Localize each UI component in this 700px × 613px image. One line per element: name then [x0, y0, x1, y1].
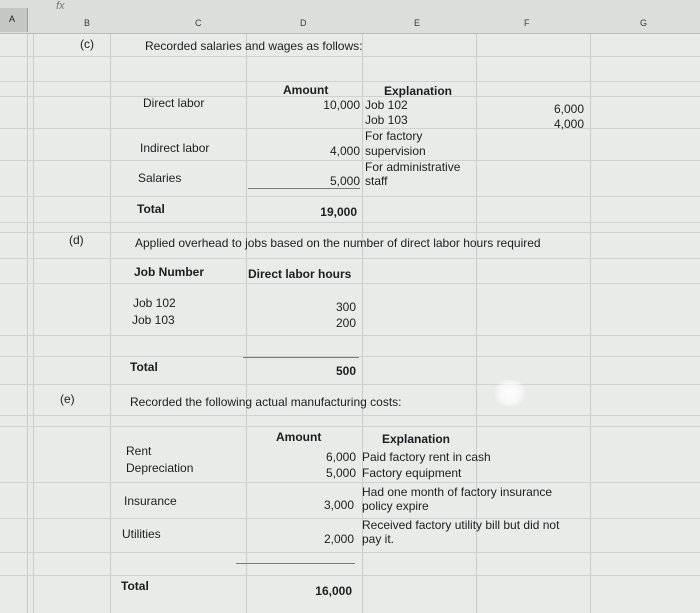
grid-line: [33, 0, 34, 613]
section-label-e: (e): [60, 392, 75, 406]
direct-labor-amount: 10,000: [323, 98, 360, 112]
sum-line-c: [248, 188, 360, 189]
screen-glare: [492, 380, 528, 406]
grid-line: [0, 222, 700, 223]
rent-amount: 6,000: [325, 450, 356, 464]
job102-allocation: 6,000: [553, 102, 584, 116]
direct-labor-job102: Job 102: [365, 98, 408, 112]
column-header-f[interactable]: F: [524, 18, 530, 28]
utilities-amount: 2,000: [323, 532, 354, 546]
formula-fx-label: fx: [56, 0, 65, 12]
grid-line: [0, 56, 700, 57]
total-value-d: 500: [335, 364, 356, 378]
grid-line: [0, 335, 700, 336]
grid-line: [0, 258, 700, 259]
depreciation-explanation: Factory equipment: [362, 466, 462, 480]
explanation-header-e: Explanation: [382, 432, 451, 446]
section-title-d: Applied overhead to jobs based on the number of direct labor hours required: [135, 236, 541, 250]
grid-line: [0, 426, 700, 427]
column-header-a[interactable]: A: [0, 8, 28, 32]
grid-line: [0, 128, 700, 129]
d-job103: Job 103: [132, 313, 175, 327]
d-job102: Job 102: [133, 296, 176, 310]
hours-job102: 300: [335, 300, 356, 314]
job103-allocation: 4,000: [553, 117, 584, 131]
column-header-b[interactable]: B: [84, 18, 91, 28]
sum-line-d: [243, 357, 359, 358]
depreciation-amount: 5,000: [325, 466, 356, 480]
amount-header-c: Amount: [283, 83, 329, 97]
depreciation-label: Depreciation: [126, 461, 194, 475]
column-header-bar: [0, 0, 700, 34]
section-label-c: (c): [80, 37, 94, 51]
grid-line: [0, 415, 700, 416]
grid-line: [246, 0, 247, 613]
utilities-expl-2: pay it.: [362, 532, 395, 546]
job-number-header: Job Number: [134, 265, 205, 279]
grid-line: [0, 283, 700, 284]
total-value-c: 19,000: [320, 205, 357, 219]
column-header-c[interactable]: C: [195, 18, 202, 28]
indirect-labor-expl-2: supervision: [365, 144, 426, 158]
grid-line: [0, 518, 700, 519]
grid-line: [0, 96, 700, 97]
grid-line: [110, 0, 111, 613]
explanation-header-c: Explanation: [384, 84, 453, 98]
insurance-expl-1: Had one month of factory insurance: [362, 485, 553, 499]
total-value-e: 16,000: [315, 584, 352, 598]
direct-labor-job103: Job 103: [365, 113, 408, 127]
grid-line: [590, 0, 591, 613]
section-title-e: Recorded the following actual manufacturing costs:: [130, 395, 402, 409]
utilities-label: Utilities: [122, 527, 161, 541]
total-label-e: Total: [121, 579, 149, 593]
insurance-expl-2: policy expire: [362, 499, 429, 513]
insurance-label: Insurance: [124, 494, 177, 508]
total-label-d: Total: [130, 360, 158, 374]
grid-line: [0, 232, 700, 233]
indirect-labor-label: Indirect labor: [140, 141, 210, 155]
grid-line: [0, 160, 700, 161]
salaries-expl-1: For administrative: [365, 160, 461, 174]
amount-header-e: Amount: [276, 430, 322, 444]
indirect-labor-expl-1: For factory: [365, 129, 423, 143]
insurance-amount: 3,000: [323, 498, 354, 512]
direct-labor-label: Direct labor: [143, 96, 205, 110]
section-label-d: (d): [69, 233, 84, 247]
grid-line: [0, 196, 700, 197]
grid-line: [0, 552, 700, 553]
grid-line: [0, 81, 700, 82]
column-header-e[interactable]: E: [414, 18, 421, 28]
indirect-labor-amount: 4,000: [329, 144, 360, 158]
utilities-expl-1: Received factory utility bill but did not: [362, 518, 560, 532]
salaries-expl-2: staff: [365, 174, 388, 188]
total-label-c: Total: [137, 202, 165, 216]
grid-line: [0, 384, 700, 385]
sum-line-e: [236, 563, 355, 564]
salaries-amount: 5,000: [329, 174, 360, 188]
grid-line: [27, 0, 28, 613]
grid-line: [0, 575, 700, 576]
rent-explanation: Paid factory rent in cash: [362, 450, 491, 464]
column-header-d[interactable]: D: [300, 18, 307, 28]
rent-label: Rent: [126, 444, 152, 458]
direct-labor-hours-header: Direct labor hours: [248, 267, 352, 281]
salaries-label: Salaries: [138, 171, 182, 185]
hours-job103: 200: [335, 316, 356, 330]
column-header-g[interactable]: G: [640, 18, 648, 28]
grid-line: [0, 482, 700, 483]
section-title-c: Recorded salaries and wages as follows:: [145, 39, 363, 53]
